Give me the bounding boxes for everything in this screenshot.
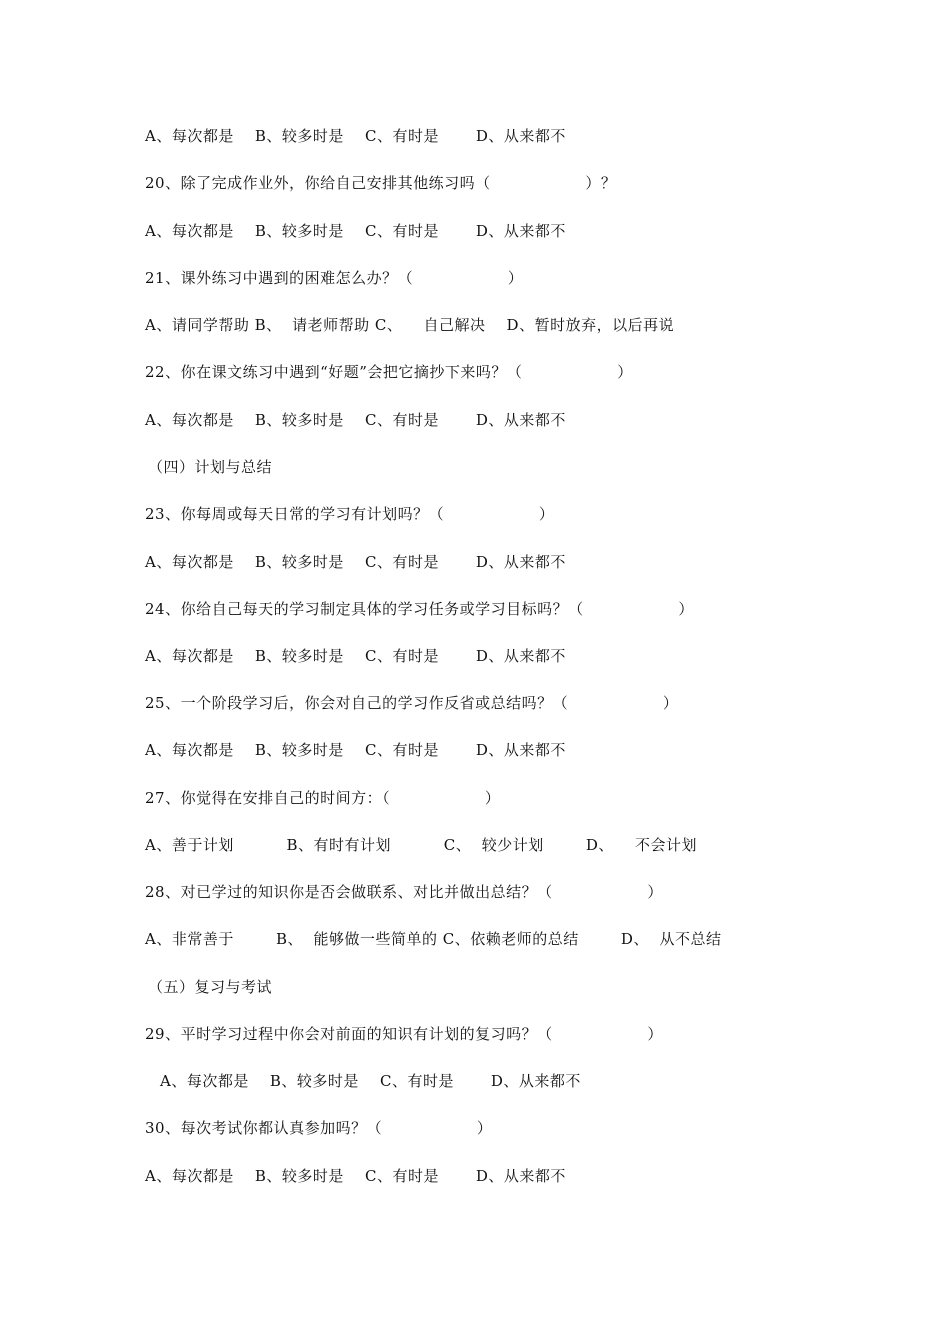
question-30: 30、每次考试你都认真参加吗？（ ） (145, 1119, 493, 1137)
option-line-25: A、每次都是 B、较多时是 C、有时是 D、从来都不 (145, 741, 566, 759)
question-28: 28、对已学过的知识你是否会做联系、对比并做出总结？（ ） (145, 883, 663, 901)
question-23: 23、你每周或每天日常的学习有计划吗？（ ） (145, 505, 555, 523)
option-line-22: A、每次都是 B、较多时是 C、有时是 D、从来都不 (145, 411, 566, 429)
option-line-21: A、请同学帮助 B、 请老师帮助 C、 自己解决 D、暂时放弃，以后再说 (145, 316, 675, 334)
section-heading-5: （五）复习与考试 (148, 978, 273, 996)
option-line-30: A、每次都是 B、较多时是 C、有时是 D、从来都不 (145, 1167, 566, 1185)
option-line-28: A、非常善于 B、 能够做一些简单的 C、依赖老师的总结 D、 从不总结 (145, 930, 722, 948)
question-27: 27、你觉得在安排自己的时间方：（ ） (145, 789, 501, 807)
option-line-27: A、善于计划 B、有时有计划 C、 较少计划 D、 不会计划 (145, 836, 697, 854)
option-line-23: A、每次都是 B、较多时是 C、有时是 D、从来都不 (145, 553, 566, 571)
question-25: 25、一个阶段学习后，你会对自己的学习作反省或总结吗？（ ） (145, 694, 679, 712)
question-22: 22、你在课文练习中遇到“好题”会把它摘抄下来吗？（ ） (145, 363, 633, 381)
question-24: 24、你给自己每天的学习制定具体的学习任务或学习目标吗？（ ） (145, 600, 694, 618)
section-heading-4: （四）计划与总结 (148, 458, 273, 476)
option-line-24: A、每次都是 B、较多时是 C、有时是 D、从来都不 (145, 647, 566, 665)
question-29: 29、平时学习过程中你会对前面的知识有计划的复习吗？（ ） (145, 1025, 663, 1043)
option-line-20: A、每次都是 B、较多时是 C、有时是 D、从来都不 (145, 222, 566, 240)
question-20: 20、除了完成作业外，你给自己安排其他练习吗（ ）？ (145, 174, 617, 192)
option-line-29: A、每次都是 B、较多时是 C、有时是 D、从来都不 (160, 1072, 581, 1090)
question-21: 21、课外练习中遇到的困难怎么办？（ ） (145, 269, 524, 287)
option-line-19: A、每次都是 B、较多时是 C、有时是 D、从来都不 (145, 127, 566, 145)
